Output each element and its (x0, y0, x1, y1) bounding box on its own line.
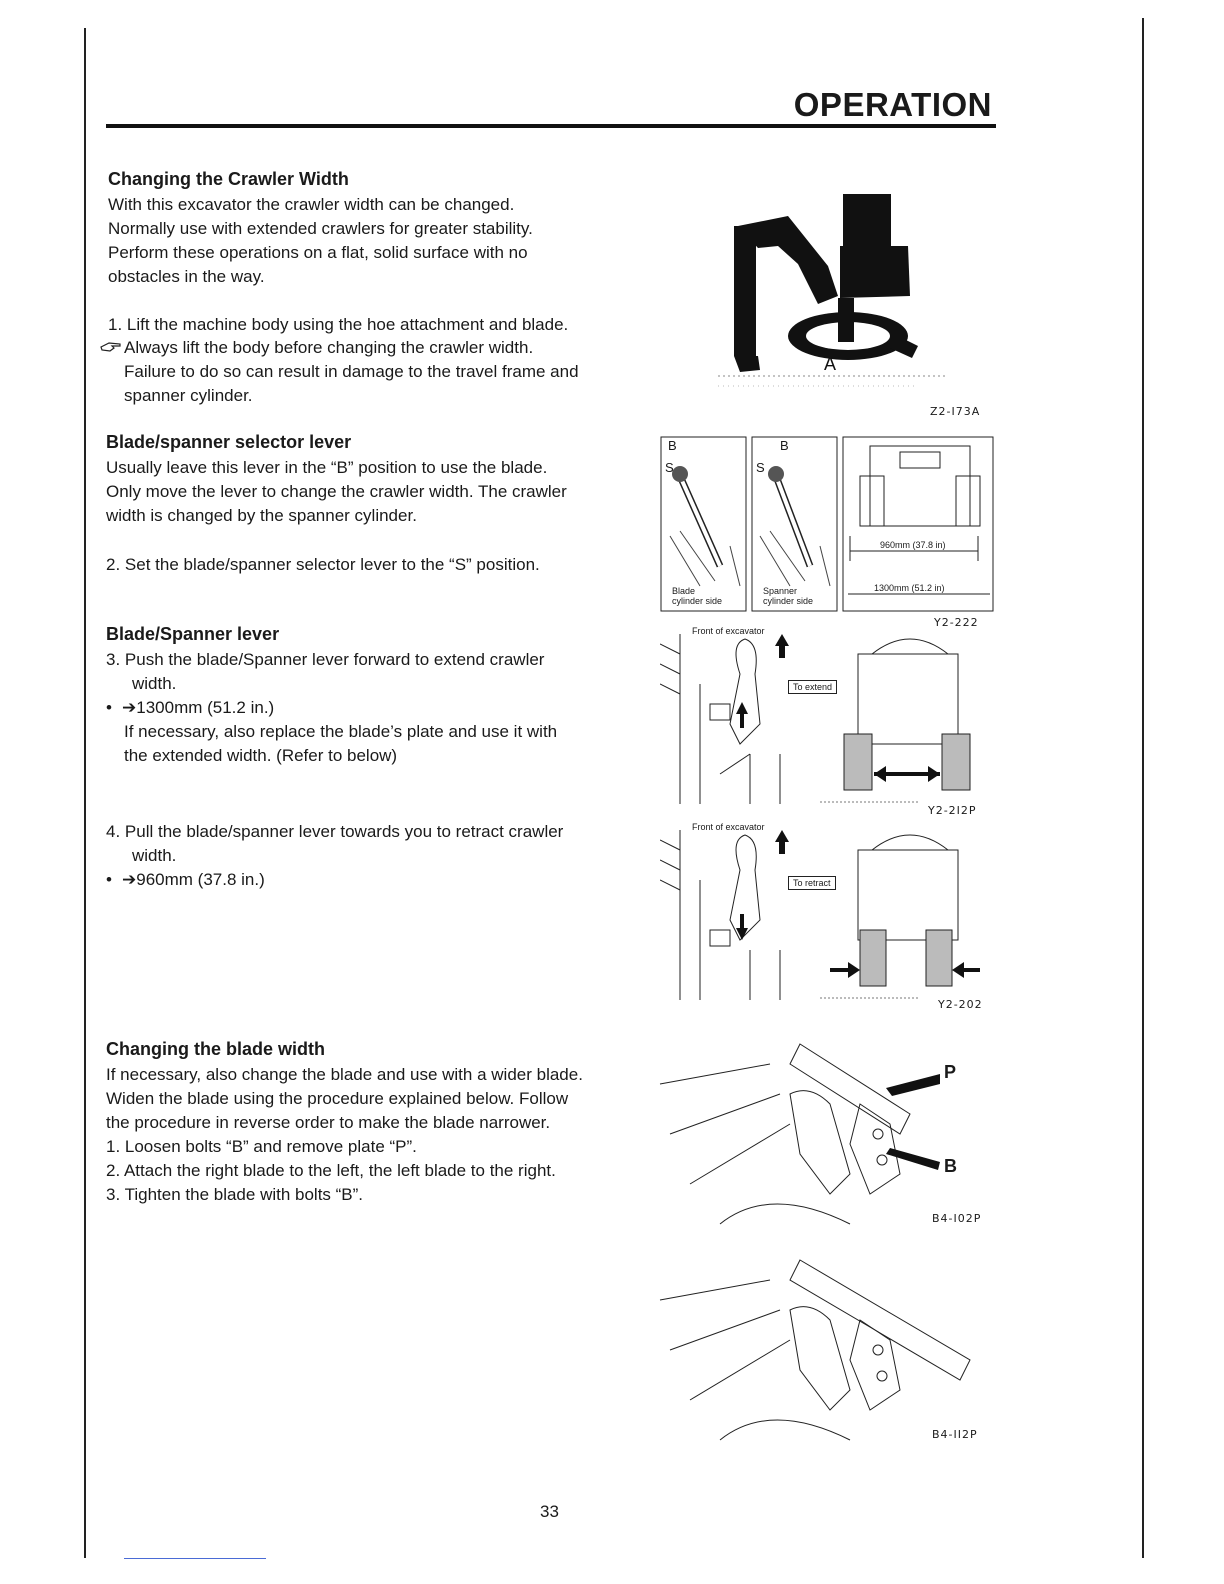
figure-blade-widened (650, 1250, 990, 1450)
intro-line: obstacles in the way. (108, 267, 265, 286)
dim-narrow: 960mm (37.8 in) (880, 540, 946, 550)
selector-text (106, 456, 567, 528)
selector-line: Usually leave this lever in the “B” position to use the blade. (106, 458, 548, 477)
pointing-hand-icon (100, 336, 124, 360)
step-3-block (106, 648, 557, 768)
step-3-note: If necessary, also replace the blade’s plate and use it with (124, 722, 558, 741)
label-s: S (665, 460, 674, 475)
figure-excavator-lifted (718, 186, 998, 426)
bullet-icon: • (106, 698, 112, 717)
step-3-note: the extended width. (Refer to below) (124, 746, 398, 765)
blade-line: Widen the blade using the procedure explained below. Follow (106, 1089, 569, 1108)
page-number: 33 (540, 1502, 559, 1521)
dim-wide: 1300mm (51.2 in) (874, 583, 945, 593)
blade-line: 2. Attach the right blade to the left, the left blade to the right. (106, 1161, 556, 1180)
label-s-2: S (756, 460, 765, 475)
label-a: A (824, 354, 837, 374)
label-b-2: B (780, 438, 789, 453)
front-of-excavator-label: Front of excavator (692, 822, 765, 832)
caution-line: spanner cylinder. (124, 386, 253, 405)
intro-line: Normally use with extended crawlers for greater stability. (108, 219, 533, 238)
label-p: P (944, 1062, 957, 1082)
figure-extend (660, 624, 990, 817)
caption-line: Spanner (763, 586, 798, 596)
step-3-line: width. (132, 674, 177, 693)
step-3-value: 1300mm (51.2 in.) (136, 698, 275, 717)
figure-blade-bolts (650, 1034, 990, 1234)
selector-line: Only move the lever to change the crawler width. The crawler (106, 482, 567, 501)
arrow-right-icon: ➔ (122, 698, 137, 717)
page-header-title: OPERATION (793, 86, 992, 123)
section-heading-spanner-lever: Blade/Spanner lever (106, 624, 280, 644)
footer-rule (124, 1558, 266, 1559)
spanner-side-caption (763, 586, 813, 606)
blade-line: If necessary, also change the blade and use with a wider blade. (106, 1065, 583, 1084)
intro-line: Perform these operations on a flat, solid surface with no (108, 243, 528, 262)
figure-code: Z2-I73A (930, 405, 981, 418)
figure-code: B4-I02P (932, 1212, 982, 1225)
blade-line: 3. Tighten the blade with bolts “B”. (106, 1185, 364, 1204)
crawler-width-intro (108, 193, 618, 289)
intro-line: With this excavator the crawler width can be changed. (108, 195, 515, 214)
step-4-value: 960mm (37.8 in.) (136, 870, 265, 889)
figure-code: Y2-202 (938, 998, 983, 1011)
step-4-line: 4. Pull the blade/spanner lever towards you to retract crawler (106, 822, 564, 841)
label-b: B (944, 1156, 957, 1176)
step-4-line: width. (132, 846, 177, 865)
caption-line: cylinder side (763, 596, 814, 606)
page-right-rule (1142, 18, 1144, 1558)
step-1: 1. Lift the machine body using the hoe attachment and blade. (108, 315, 569, 334)
arrow-right-icon: ➔ (122, 870, 137, 889)
label-b: B (668, 438, 677, 453)
page-left-rule (84, 28, 86, 1558)
figure-selector-lever (660, 436, 996, 629)
step-3-line: 3. Push the blade/Spanner lever forward to extend crawler (106, 650, 545, 669)
blade-width-text (106, 1063, 583, 1207)
caution-block (100, 336, 579, 408)
caution-line: Failure to do so can result in damage to the travel frame and (124, 362, 579, 381)
caution-line: Always lift the body before changing the crawler width. (124, 338, 534, 357)
section-heading-blade-width: Changing the blade width (106, 1039, 325, 1059)
figure-retract (660, 820, 990, 1010)
action-label: To retract (788, 876, 836, 890)
bullet-icon: • (106, 870, 112, 889)
step-2: 2. Set the blade/spanner selector lever to the “S” position. (106, 555, 540, 574)
header-rule (106, 124, 996, 128)
selector-line: width is changed by the spanner cylinder. (106, 506, 417, 525)
caption-line: cylinder side (672, 596, 723, 606)
figure-code: B4-II2P (932, 1428, 978, 1441)
front-of-excavator-label: Front of excavator (692, 626, 765, 636)
blade-line: 1. Loosen bolts “B” and remove plate “P”. (106, 1137, 417, 1156)
blade-line: the procedure in reverse order to make the blade narrower. (106, 1113, 551, 1132)
figure-code: Y2-222 (934, 616, 979, 629)
figure-code: Y2-2I2P (928, 804, 977, 817)
step-4-block (106, 820, 563, 892)
blade-side-caption (672, 586, 722, 606)
section-heading-selector-lever: Blade/spanner selector lever (106, 432, 352, 452)
section-heading-crawler-width: Changing the Crawler Width (108, 169, 349, 189)
caption-line: Blade (672, 586, 696, 596)
action-label: To extend (788, 680, 837, 694)
